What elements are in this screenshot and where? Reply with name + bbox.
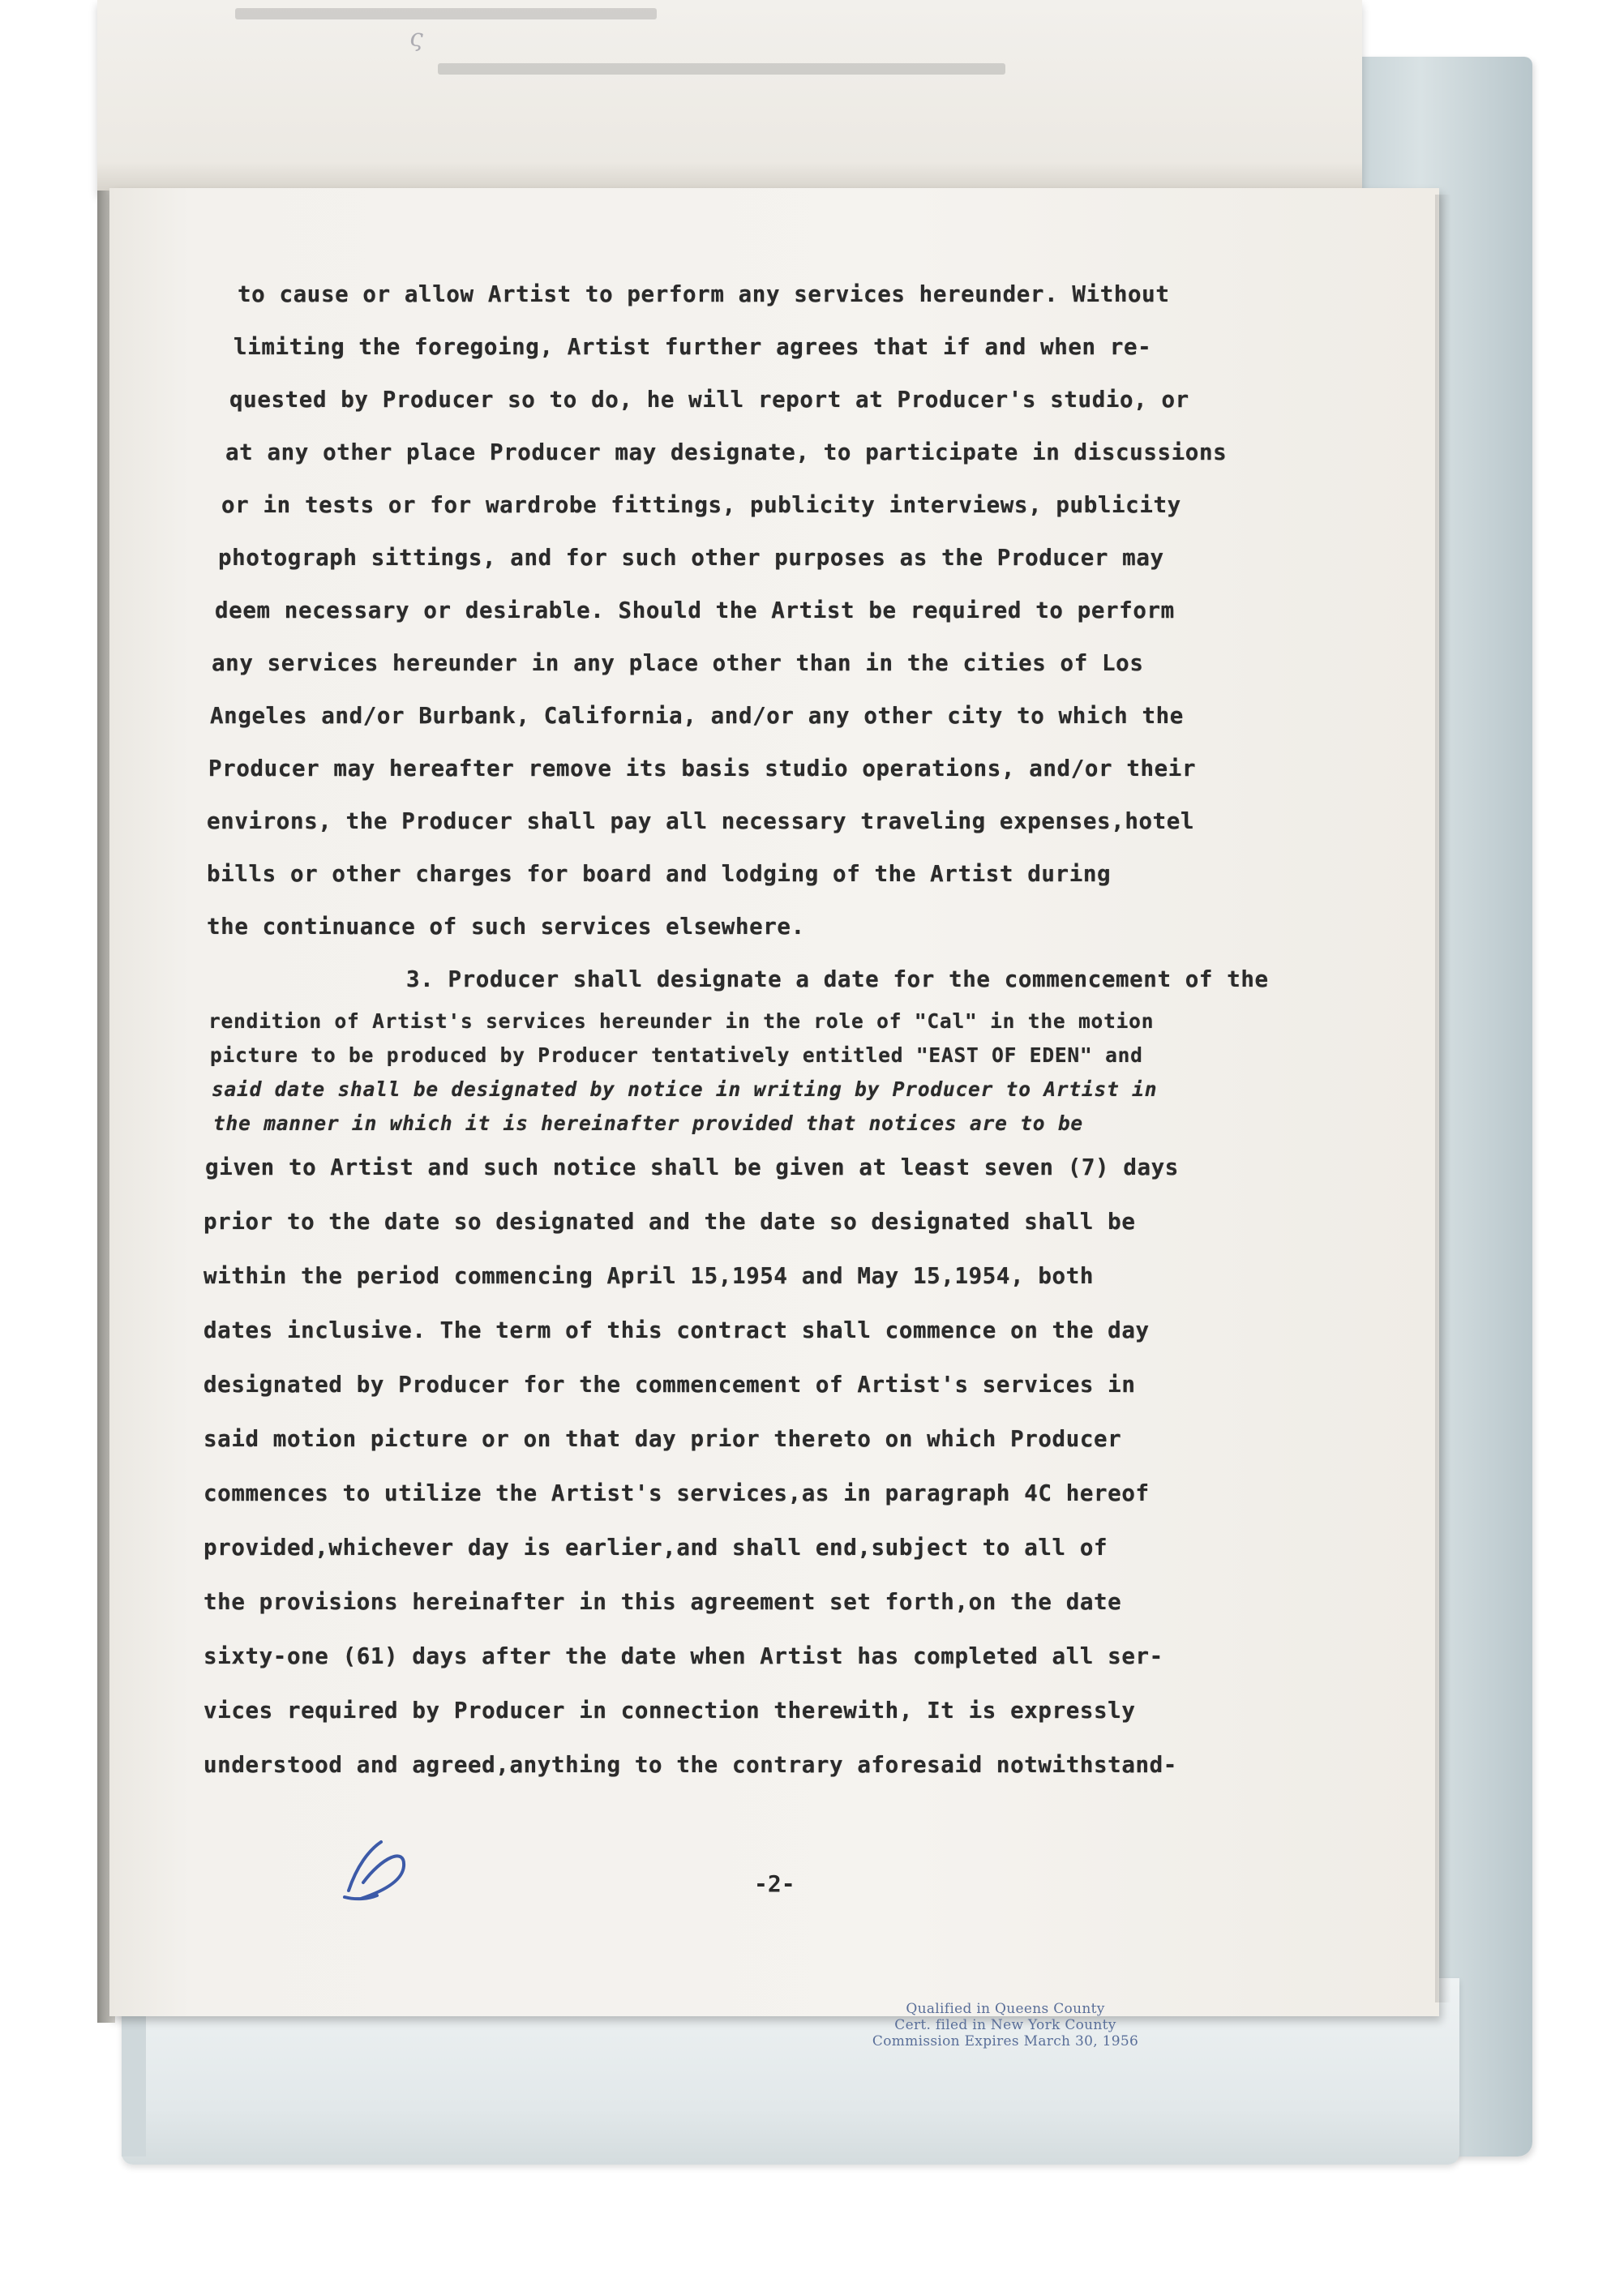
- text-line: given to Artist and such notice shall be given at least seven (7) days: [205, 1154, 1179, 1180]
- text-line: vices required by Producer in connection therewith, It is expressly: [204, 1698, 1136, 1724]
- page-shadow: [1435, 195, 1451, 2002]
- notary-stamp-line: Qualified in Queens County: [906, 2001, 1105, 2017]
- top-folded-page: [97, 0, 1362, 193]
- text-line: the continuance of such services elsewhere.: [207, 914, 805, 940]
- notary-stamp-line: Commission Expires March 30, 1956: [872, 2033, 1139, 2049]
- paragraph-3-first-line: 3. Producer shall designate a date for the commencement of the: [406, 966, 1269, 992]
- faint-handwriting-mark: ς: [409, 24, 423, 53]
- text-line: photograph sittings, and for such other purposes as the Producer may: [218, 545, 1164, 571]
- text-line: rendition of Artist's services hereunder in the role of "Cal" in the motion: [208, 1009, 1155, 1033]
- text-line: or in tests or for wardrobe fittings, publicity interviews, publicity: [221, 492, 1181, 518]
- text-line: deem necessary or desirable. Should the Artist be required to perform: [215, 597, 1175, 623]
- text-line: environs, the Producer shall pay all necessary traveling expenses,hotel: [207, 808, 1195, 834]
- ghost-typed-line: [438, 63, 1005, 75]
- text-line: Angeles and/or Burbank, California, and/or any other city to which the: [210, 703, 1184, 729]
- text-line: limiting the foregoing, Artist further agrees that if and when re-: [234, 334, 1152, 360]
- text-line: any services hereunder in any place other than in the cities of Los: [212, 650, 1144, 676]
- text-line: picture to be produced by Producer tentatively entitled "EAST OF EDEN" and: [210, 1043, 1143, 1067]
- contract-page: [109, 188, 1439, 2016]
- text-line: Producer may hereafter remove its basis studio operations, and/or their: [208, 756, 1197, 782]
- text-line: provided,whichever day is earlier,and shall end,subject to all of: [204, 1535, 1108, 1561]
- text-line: sixty-one (61) days after the date when Artist has completed all ser-: [204, 1643, 1163, 1669]
- ghost-typed-line: [235, 8, 657, 19]
- text-line: to cause or allow Artist to perform any services hereunder. Without: [238, 281, 1170, 307]
- text-line: prior to the date so designated and the date so designated shall be: [204, 1209, 1136, 1235]
- text-line: said motion picture or on that day prior thereto on which Producer: [204, 1426, 1122, 1452]
- text-line: within the period commencing April 15,1954 and May 15,1954, both: [204, 1263, 1095, 1289]
- text-line: at any other place Producer may designate, to participate in discussions: [225, 439, 1228, 465]
- text-line: quested by Producer so to do, he will report at Producer's studio, or: [229, 387, 1189, 413]
- handwritten-initials-mark: [332, 1826, 422, 1907]
- text-line: understood and agreed,anything to the contrary aforesaid notwithstand-: [204, 1752, 1177, 1778]
- text-line: bills or other charges for board and lodging of the Artist during: [207, 861, 1112, 887]
- text-line: commences to utilize the Artist's services,as in paragraph 4C hereof: [204, 1480, 1150, 1506]
- text-line: designated by Producer for the commencement of Artist's services in: [204, 1372, 1136, 1398]
- notary-stamp: [843, 2001, 1168, 2049]
- notary-stamp-line: Cert. filed in New York County: [894, 2017, 1116, 2033]
- text-line: dates inclusive. The term of this contract shall commence on the day: [204, 1317, 1150, 1343]
- text-line: the provisions hereinafter in this agreement set forth,on the date: [204, 1589, 1122, 1615]
- page-number: -2-: [754, 1870, 795, 1897]
- text-line: the manner in which it is hereinafter provided that notices are to be: [213, 1111, 1083, 1135]
- bottom-sheet-edge: [122, 1994, 146, 2156]
- text-line: said date shall be designated by notice in writing by Producer to Artist in: [212, 1077, 1158, 1101]
